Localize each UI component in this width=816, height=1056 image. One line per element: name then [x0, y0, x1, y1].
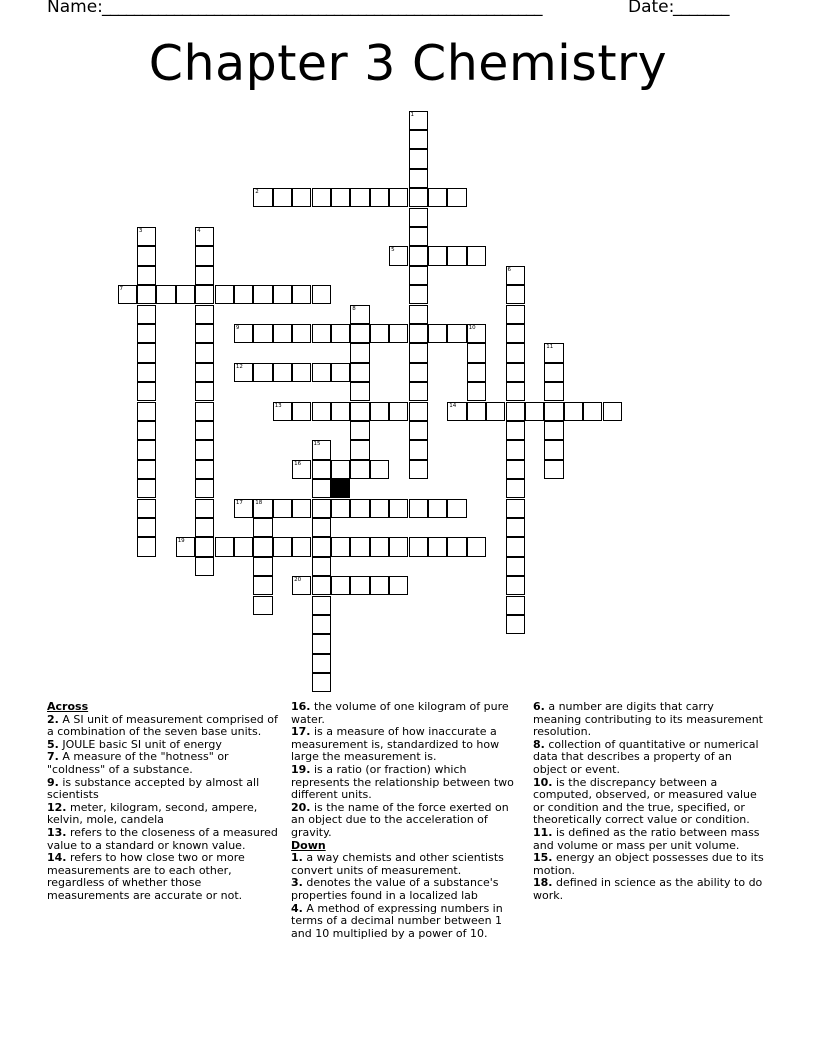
crossword-cell[interactable]: [350, 363, 369, 382]
crossword-cell[interactable]: [409, 227, 428, 246]
down-clue: [533, 852, 765, 877]
clue-number: 9: [235, 324, 240, 331]
clue-number-label: 2.: [47, 712, 59, 726]
clue-number: 3: [138, 227, 143, 234]
crossword-cell[interactable]: [253, 518, 272, 537]
crossword-cell[interactable]: [467, 324, 486, 343]
crossword-cell[interactable]: [506, 518, 525, 537]
crossword-cell[interactable]: [292, 460, 311, 479]
crossword-cell[interactable]: [603, 402, 622, 421]
crossword-cell[interactable]: [137, 363, 156, 382]
crossword-cell[interactable]: [137, 382, 156, 401]
crossword-cell[interactable]: [312, 363, 331, 382]
crossword-cell[interactable]: [350, 382, 369, 401]
crossword-cell[interactable]: [350, 305, 369, 324]
crossword-cell[interactable]: [506, 402, 525, 421]
clue-number-label: 16.: [291, 700, 311, 713]
crossword-cell[interactable]: [273, 363, 292, 382]
crossword-cell[interactable]: [292, 499, 311, 518]
crossword-cell[interactable]: [292, 402, 311, 421]
crossword-cell[interactable]: [467, 382, 486, 401]
clue-number-label: 1.: [291, 851, 303, 865]
clue-text: a number are digits that carry meaning contributing to its measurement resolution.: [533, 700, 763, 739]
clue-number-label: 18.: [533, 876, 553, 890]
crossword-cell[interactable]: [467, 343, 486, 362]
crossword-cell[interactable]: [350, 460, 369, 479]
clue-number-label: 3.: [291, 876, 303, 890]
crossword-cell[interactable]: [506, 440, 525, 459]
crossword-cell[interactable]: [312, 576, 331, 595]
crossword-cell[interactable]: [467, 402, 486, 421]
crossword-cell[interactable]: [389, 537, 408, 556]
crossword-cell[interactable]: [428, 499, 447, 518]
crossword-cell[interactable]: [253, 557, 272, 576]
clue-number: 19: [177, 538, 185, 545]
clue-number-label: 9.: [47, 775, 59, 789]
clue-number-label: 7.: [47, 750, 59, 764]
clue-number: 11: [546, 344, 554, 351]
crossword-cell[interactable]: [350, 440, 369, 459]
clue-number: 13: [274, 402, 282, 409]
crossword-cell[interactable]: [312, 596, 331, 615]
across-clue: [47, 827, 285, 852]
across-clue: [47, 751, 285, 776]
clue-text: meter, kilogram, second, ampere, kelvin, mole, candela: [47, 800, 258, 827]
crossword-cell[interactable]: [506, 285, 525, 304]
crossword-cell[interactable]: [195, 266, 214, 285]
crossword-cell[interactable]: [195, 537, 214, 556]
crossword-cell[interactable]: [350, 576, 369, 595]
crossword-cell[interactable]: [312, 615, 331, 634]
crossword-cell[interactable]: [195, 363, 214, 382]
crossword-cell[interactable]: [137, 537, 156, 556]
crossword-cell[interactable]: [234, 285, 253, 304]
down-clue: [533, 701, 765, 739]
clues-column-2: [291, 701, 523, 940]
crossword-cell[interactable]: [506, 421, 525, 440]
crossword-cell[interactable]: [506, 537, 525, 556]
crossword-cell[interactable]: [544, 382, 563, 401]
crossword-cell[interactable]: [428, 246, 447, 265]
crossword-cell[interactable]: [195, 499, 214, 518]
down-heading: Down: [291, 838, 326, 852]
name-label: Name:: [47, 0, 103, 17]
clue-number: 7: [119, 286, 123, 293]
across-clue: [291, 802, 523, 840]
crossword-cell[interactable]: [118, 285, 137, 304]
date-label: Date:: [628, 0, 675, 17]
clue-text: defined in science as the ability to do work.: [533, 876, 763, 902]
crossword-cell[interactable]: [215, 537, 234, 556]
crossword-cell[interactable]: [137, 227, 156, 246]
clue-number: 12: [235, 363, 243, 370]
crossword-cell[interactable]: [137, 266, 156, 285]
crossword-cell[interactable]: [447, 402, 466, 421]
crossword-cell[interactable]: [544, 421, 563, 440]
crossword-cell[interactable]: [428, 324, 447, 343]
crossword-cell[interactable]: [447, 537, 466, 556]
crossword-cell[interactable]: [370, 402, 389, 421]
crossword-cell[interactable]: [409, 537, 428, 556]
clue-text: is a ratio (or fraction) which represents the relationship between two different units.: [291, 762, 514, 802]
across-clue: [291, 701, 523, 726]
clue-number: 16: [294, 460, 302, 467]
crossword-cell[interactable]: [312, 324, 331, 343]
crossword-cell[interactable]: [331, 460, 350, 479]
across-clue: [47, 714, 285, 739]
crossword-cell[interactable]: [137, 246, 156, 265]
crossword-cell[interactable]: [137, 499, 156, 518]
crossword-cell[interactable]: [312, 188, 331, 207]
crossword-cell[interactable]: [409, 130, 428, 149]
crossword-cell[interactable]: [506, 324, 525, 343]
clue-text: is the name of the force exerted on an object due to the acceleration of gravity.: [291, 800, 509, 839]
crossword-cell[interactable]: [253, 363, 272, 382]
crossword-cell[interactable]: [370, 576, 389, 595]
crossword-cell[interactable]: [409, 208, 428, 227]
crossword-cell[interactable]: [273, 188, 292, 207]
crossword-cell[interactable]: [506, 557, 525, 576]
crossword-cell[interactable]: [312, 285, 331, 304]
down-clue: [533, 877, 765, 902]
crossword-cell[interactable]: [583, 402, 602, 421]
crossword-cell[interactable]: [350, 421, 369, 440]
crossword-cell[interactable]: [312, 479, 331, 498]
crossword-cell[interactable]: [234, 363, 253, 382]
crossword-cell[interactable]: [409, 285, 428, 304]
across-clue: [291, 764, 523, 802]
crossword-cell[interactable]: [195, 227, 214, 246]
crossword-cell[interactable]: [506, 596, 525, 615]
crossword-cell[interactable]: [273, 537, 292, 556]
crossword-cell[interactable]: [273, 499, 292, 518]
crossword-cell[interactable]: [350, 537, 369, 556]
down-clue: [533, 777, 765, 827]
crossword-cell[interactable]: [409, 266, 428, 285]
crossword-cell[interactable]: [195, 324, 214, 343]
crossword-cell[interactable]: [195, 305, 214, 324]
crossword-cell[interactable]: [234, 537, 253, 556]
crossword-cell[interactable]: [137, 421, 156, 440]
crossword-cell[interactable]: [389, 499, 408, 518]
down-clue: [533, 827, 765, 852]
crossword-cell[interactable]: [137, 440, 156, 459]
crossword-cell[interactable]: [312, 460, 331, 479]
clue-number-label: 5.: [47, 737, 59, 751]
crossword-cell[interactable]: [428, 188, 447, 207]
crossword-cell[interactable]: [389, 324, 408, 343]
crossword-cell[interactable]: [195, 246, 214, 265]
clue-number: 10: [468, 324, 476, 331]
crossword-cell[interactable]: [447, 188, 466, 207]
crossword-cell[interactable]: [370, 537, 389, 556]
crossword-cell[interactable]: [544, 402, 563, 421]
crossword-cell[interactable]: [234, 499, 253, 518]
date-field[interactable]: _______: [673, 0, 729, 17]
crossword-cell[interactable]: [486, 402, 505, 421]
down-clue: [533, 739, 765, 777]
clues-column-1: [47, 701, 285, 903]
crossword-cell[interactable]: [506, 343, 525, 362]
clue-number: 1: [410, 111, 414, 118]
crossword-cell[interactable]: [409, 111, 428, 130]
crossword-cell[interactable]: [195, 440, 214, 459]
page-title: Chapter 3 Chemistry: [148, 35, 668, 92]
clue-number: 2: [255, 189, 259, 196]
crossword-cell[interactable]: [331, 537, 350, 556]
clue-number-label: 15.: [533, 851, 553, 865]
crossword-cell[interactable]: [137, 305, 156, 324]
clue-number: 5: [391, 247, 395, 254]
crossword-cell[interactable]: [331, 324, 350, 343]
clues-column-3: [533, 701, 765, 903]
crossword-cell[interactable]: [409, 188, 428, 207]
crossword-cell[interactable]: [370, 188, 389, 207]
crossword-cell[interactable]: [544, 343, 563, 362]
crossword-cell[interactable]: [447, 246, 466, 265]
clue-number: 20: [294, 577, 302, 584]
clue-text: the volume of one kilogram of pure water.: [291, 700, 509, 726]
clue-number: 15: [313, 441, 321, 448]
crossword-cell[interactable]: [370, 499, 389, 518]
crossword-cell[interactable]: [195, 557, 214, 576]
clue-text: is the discrepancy between a computed, observed, or measured value or condition and the true, specified, or theoretically correct value or condition.: [533, 775, 757, 827]
crossword-cell[interactable]: [253, 537, 272, 556]
clue-text: energy an object possesses due to its motion.: [533, 851, 764, 877]
crossword-cell[interactable]: [506, 266, 525, 285]
crossword-cell[interactable]: [312, 654, 331, 673]
clue-number-label: 20.: [291, 800, 311, 814]
crossword-cell[interactable]: [506, 479, 525, 498]
clue-number-label: 11.: [533, 825, 553, 839]
clue-text: A measure of the "hotness" or "coldness" of a substance.: [47, 750, 229, 776]
crossword-cell[interactable]: [176, 537, 195, 556]
crossword-cell[interactable]: [312, 499, 331, 518]
crossword-cell[interactable]: [409, 402, 428, 421]
crossword-cell[interactable]: [273, 324, 292, 343]
crossword-cell[interactable]: [467, 363, 486, 382]
across-clue: [47, 802, 285, 827]
crossword-cell[interactable]: [409, 460, 428, 479]
clue-number-label: 17.: [291, 725, 311, 739]
clue-text: A SI unit of measurement comprised of a combination of the seven base units.: [47, 712, 278, 739]
crossword-cell[interactable]: [215, 285, 234, 304]
crossword-cell[interactable]: [447, 499, 466, 518]
clue-text: refers to how close two or more measurements are to each other, regardless of whether those measurements are accurate or not.: [47, 851, 245, 902]
clue-text: A method of expressing numbers in terms of a decimal number between 1 and 10 multiplied by a power of 10.: [291, 901, 503, 940]
crossword-cell[interactable]: [409, 499, 428, 518]
crossword-cell[interactable]: [195, 402, 214, 421]
crossword-cell[interactable]: [409, 169, 428, 188]
crossword-cell[interactable]: [389, 188, 408, 207]
crossword-cell[interactable]: [195, 460, 214, 479]
crossword-cell[interactable]: [350, 343, 369, 362]
down-clue: [291, 852, 523, 877]
crossword-cell[interactable]: [253, 576, 272, 595]
crossword-cell[interactable]: [544, 363, 563, 382]
clue-text: is a measure of how inaccurate a measurement is, standardized to how large the measurement is.: [291, 725, 500, 764]
crossword-cell[interactable]: [350, 402, 369, 421]
crossword-cell[interactable]: [506, 460, 525, 479]
crossword-cell[interactable]: [350, 324, 369, 343]
clue-text: JOULE basic SI unit of energy: [58, 737, 222, 751]
crossword-cell[interactable]: [312, 557, 331, 576]
clue-number: 8: [352, 305, 356, 312]
clue-text: is substance accepted by almost all scientists: [47, 775, 260, 802]
crossword-cell[interactable]: [176, 285, 195, 304]
down-clue: [291, 877, 523, 902]
across-clue: [291, 726, 523, 764]
crossword-cell[interactable]: [370, 324, 389, 343]
clue-text: collection of quantitative or numerical data that describes a property of an object or event.: [533, 737, 759, 776]
crossword-cell[interactable]: [253, 596, 272, 615]
crossword-cell[interactable]: [312, 537, 331, 556]
crossword-cell[interactable]: [253, 324, 272, 343]
crossword-cell[interactable]: [350, 188, 369, 207]
crossword-cell[interactable]: [312, 402, 331, 421]
across-clue: [47, 777, 285, 802]
crossword-cell[interactable]: [253, 188, 272, 207]
crossword-cell[interactable]: [506, 363, 525, 382]
clue-number: 6: [507, 266, 511, 273]
crossword-cell[interactable]: [137, 479, 156, 498]
crossword-cell[interactable]: [137, 518, 156, 537]
crossword-cell[interactable]: [506, 615, 525, 634]
crossword-cell[interactable]: [137, 402, 156, 421]
crossword-cell[interactable]: [506, 576, 525, 595]
crossword-cell[interactable]: [195, 421, 214, 440]
crossword-cell[interactable]: [292, 285, 311, 304]
crossword-cell[interactable]: [389, 246, 408, 265]
crossword-cell[interactable]: [506, 499, 525, 518]
crossword-cell[interactable]: [312, 673, 331, 692]
crossword-cell[interactable]: [292, 576, 311, 595]
clue-number-label: 12.: [47, 800, 67, 814]
crossword-cell[interactable]: [292, 363, 311, 382]
crossword-cell[interactable]: [506, 382, 525, 401]
crossword-cell[interactable]: [195, 518, 214, 537]
crossword-cell[interactable]: [253, 499, 272, 518]
crossword-cell[interactable]: [409, 440, 428, 459]
crossword-cell[interactable]: [331, 499, 350, 518]
crossword-cell[interactable]: [409, 324, 428, 343]
crossword-cell[interactable]: [409, 382, 428, 401]
crossword-cell[interactable]: [409, 246, 428, 265]
crossword-cell[interactable]: [506, 305, 525, 324]
crossword-cell[interactable]: [253, 285, 272, 304]
across-heading: Across: [47, 700, 89, 713]
crossword-cell[interactable]: [234, 324, 253, 343]
clue-text: denotes the value of a substance's properties found in a localized lab: [291, 876, 499, 902]
crossword-cell[interactable]: [409, 421, 428, 440]
clue-number-label: 14.: [47, 851, 67, 865]
crossword-cell[interactable]: [409, 343, 428, 362]
crossword-cell[interactable]: [467, 246, 486, 265]
crossword-cell[interactable]: [331, 576, 350, 595]
clue-number: 17: [235, 499, 243, 506]
crossword-cell[interactable]: [195, 285, 214, 304]
crossword-cell[interactable]: [195, 382, 214, 401]
crossword-cell[interactable]: [331, 188, 350, 207]
crossword-cell[interactable]: [525, 402, 544, 421]
crossword-cell[interactable]: [312, 634, 331, 653]
crossword-cell[interactable]: [467, 537, 486, 556]
crossword-cell[interactable]: [195, 479, 214, 498]
clue-number-label: 19.: [291, 762, 311, 776]
clue-text: is defined as the ratio between mass and volume or mass per unit volume.: [533, 825, 760, 852]
clue-number: 14: [449, 402, 457, 409]
crossword-cell[interactable]: [544, 440, 563, 459]
crossword-cell[interactable]: [312, 440, 331, 459]
crossword-cell[interactable]: [409, 149, 428, 168]
crossword-cell[interactable]: [370, 460, 389, 479]
clue-number: 4: [197, 227, 201, 234]
crossword-cell[interactable]: [389, 576, 408, 595]
crossword-cell[interactable]: [389, 402, 408, 421]
crossword-cell[interactable]: [312, 518, 331, 537]
clue-text: refers to the closeness of a measured value to a standard or known value.: [47, 825, 278, 852]
clue-number: 18: [255, 499, 263, 506]
clue-number-label: 8.: [533, 737, 545, 751]
black-cell: [331, 479, 350, 498]
crossword-cell[interactable]: [409, 363, 428, 382]
clue-number-label: 6.: [533, 700, 545, 713]
name-field[interactable]: _______________________________________________________: [102, 0, 542, 17]
across-clue: [47, 852, 285, 902]
crossword-cell[interactable]: [292, 188, 311, 207]
crossword-cell[interactable]: [137, 324, 156, 343]
crossword-cell[interactable]: [331, 402, 350, 421]
crossword-cell[interactable]: [409, 305, 428, 324]
crossword-cell[interactable]: [544, 460, 563, 479]
clue-number-label: 4.: [291, 901, 303, 915]
crossword-cell[interactable]: [273, 402, 292, 421]
crossword-cell[interactable]: [564, 402, 583, 421]
crossword-cell[interactable]: [137, 343, 156, 362]
crossword-cell[interactable]: [447, 324, 466, 343]
clue-number-label: 13.: [47, 825, 67, 839]
crossword-cell[interactable]: [195, 343, 214, 362]
crossword-cell[interactable]: [292, 324, 311, 343]
clue-number-label: 10.: [533, 775, 553, 789]
clue-text: a way chemists and other scientists convert units of measurement.: [291, 851, 504, 877]
crossword-cell[interactable]: [273, 285, 292, 304]
crossword-cell[interactable]: [331, 363, 350, 382]
down-clue: [291, 903, 523, 941]
crossword-cell[interactable]: [137, 460, 156, 479]
crossword-cell[interactable]: [292, 537, 311, 556]
crossword-cell[interactable]: [350, 499, 369, 518]
crossword-cell[interactable]: [156, 285, 175, 304]
crossword-cell[interactable]: [428, 537, 447, 556]
crossword-cell[interactable]: [137, 285, 156, 304]
